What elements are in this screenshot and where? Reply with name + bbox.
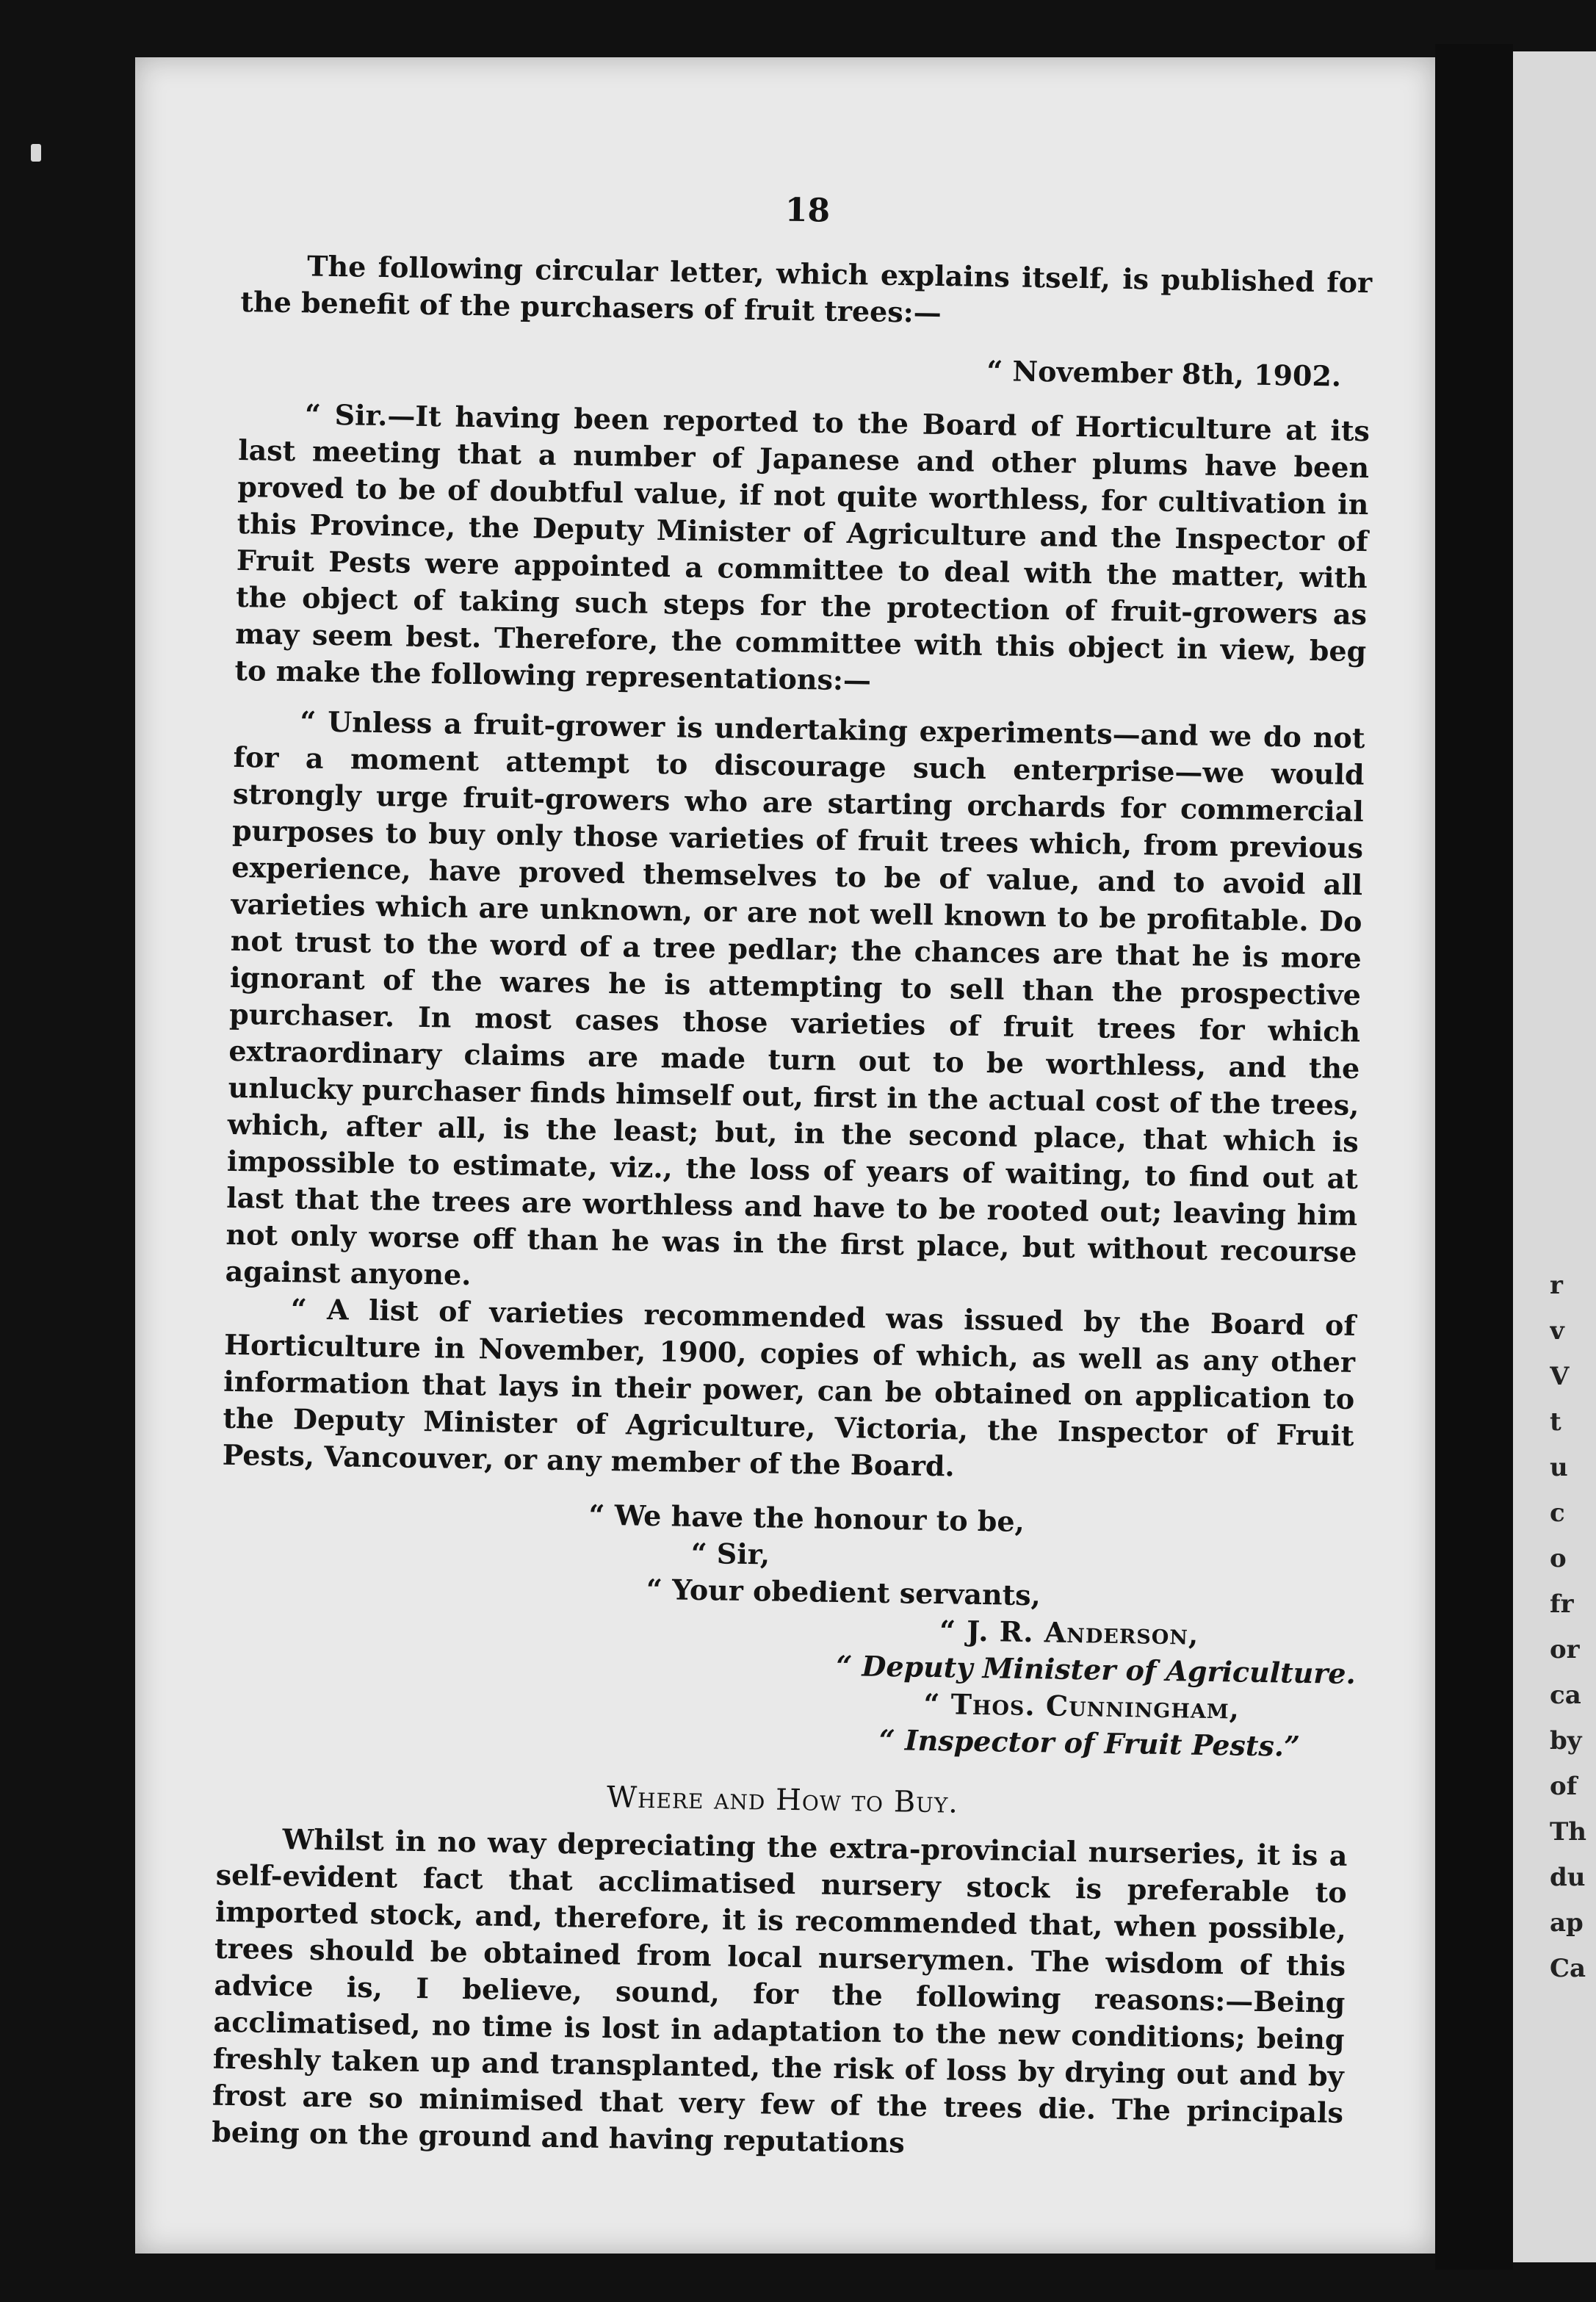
signatory-name-1: “ J. R. Anderson, <box>939 1614 1199 1651</box>
adjacent-page-fragment: u <box>1550 1453 1568 1482</box>
section-heading: Where and How to Buy. <box>606 1780 959 1820</box>
signatory-title-1: “ Deputy Minister of Agriculture. <box>836 1648 1357 1691</box>
adjacent-page-fragment: Th <box>1550 1817 1587 1847</box>
section-paragraph: Whilst in no way depreciating the extra-provincial nurseries, it is a self-evident fact that acclimatised nursery stock is preferable to imported stock, and, therefore, it is recommended that, when possible, trees should be obtained from local nurserymen. The wisdom of this advice is, I believe, sound, for the following reasons:—Being acclimatised, no time is lost in adaptation to the new conditions; being freshly taken up and transplanted, the risk of loss by drying out and by frost are so minimised that very few of the trees die. The principals being on the ground and having reputations <box>211 1822 1348 2160</box>
intro-paragraph: The following circular letter, which explains itself, is published for the benefit of the purchasers of fruit trees:— <box>240 249 1373 329</box>
closing-line-1: “ We have the honour to be, <box>588 1498 1025 1538</box>
letter-date: “ November 8th, 1902. <box>986 353 1342 393</box>
adjacent-page-fragment: c <box>1550 1498 1565 1528</box>
adjacent-page-fragment: V <box>1550 1362 1570 1391</box>
letter-paragraph-1: “ Sir.—It having been reported to the Board of Horticulture at its last meeting that a number of Japanese and other plums have been proved to be of doubtful value, if not quite worthless, for cultivation in this Province, the Deputy Minister of Agriculture and the Inspector of Fruit Pests were appointed a committee to deal with the matter, with the object of taking such steps for the protection of fruit-growers as may seem best. Therefore, the committee with this object in view, beg to make the following representations:— <box>234 397 1371 697</box>
adjacent-page-fragment: t <box>1550 1407 1561 1437</box>
adjacent-page-fragment: of <box>1550 1772 1578 1801</box>
letter-paragraph-3: “ A list of varieties recommended was issued by the Board of Horticulture in November, 1900, copies of which, as well as any other information that lays in their power, can be obtained on application to the Deputy Minister of Agriculture, Victoria, the Inspector of Fruit Pests, Vancouver, or any member of the Board. <box>222 1292 1357 1483</box>
letter-closing <box>218 1491 1357 1766</box>
signatory-title-2: “ Inspector of Fruit Pests.” <box>878 1722 1301 1763</box>
adjacent-page-fragment: or <box>1550 1635 1580 1664</box>
adjacent-page-fragment: fr <box>1550 1590 1574 1619</box>
adjacent-page-fragment: v <box>1550 1316 1564 1346</box>
scan-mark <box>31 144 41 162</box>
page-gutter-shadow <box>1435 44 1513 2270</box>
adjacent-page-fragment: ca <box>1550 1681 1581 1710</box>
letter-paragraph-2: “ Unless a fruit-grower is undertaking experiments—and we do not for a moment attempt to discourage such enterprise—we would strongly urge fruit-growers who are starting orchards for commercial purposes to buy only those varieties of fruit trees which, from previous experience, have proved themselves to be of value, and to avoid all varieties which are unknown, or are not well known to be profitable. Do not trust to the word of a tree pedlar; the chances are that he is more ignorant of the wares he is attempting to sell than the prospective purchaser. In most cases those varieties of fruit trees for which extraordinary claims are made turn out to be worthless, and the unlucky purchaser finds himself out, first in the actual cost of the trees, which, after all, is the least; but, in the second place, that which is impossible to estimate, viz., the loss of years of waiting, to find out at last that the trees are worthless and have to be rooted out; leaving him not only worse off than he was in the first place, but without recourse against anyone. <box>225 704 1365 1292</box>
closing-line-3: “ Your obedient servants, <box>646 1572 1041 1612</box>
signatory-name-2: “ Thos. Cunningham, <box>923 1686 1241 1725</box>
closing-line-2: “ Sir, <box>690 1536 770 1571</box>
adjacent-page-fragment: du <box>1550 1863 1586 1892</box>
page-number: 18 <box>784 191 831 230</box>
page-content <box>212 184 1373 2168</box>
adjacent-page-fragment: ap <box>1550 1908 1584 1938</box>
adjacent-page-fragment: o <box>1550 1544 1567 1573</box>
adjacent-page-fragment: r <box>1550 1271 1563 1300</box>
adjacent-page-fragment: by <box>1550 1726 1582 1756</box>
adjacent-page-fragments <box>1550 1263 1594 1992</box>
adjacent-page-fragment: Ca <box>1550 1954 1586 1983</box>
